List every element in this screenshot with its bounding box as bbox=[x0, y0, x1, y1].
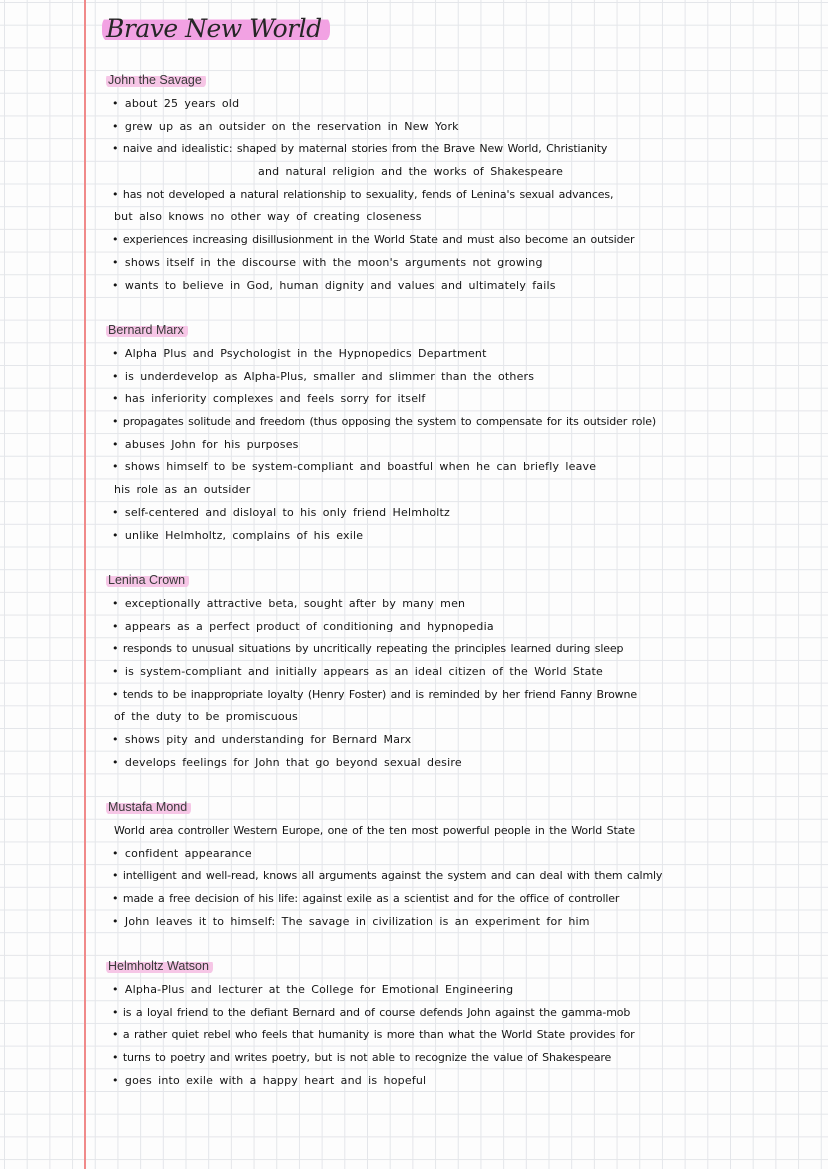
note-line: • appears as a perfect product of conditioning and hypnopedia bbox=[112, 619, 494, 633]
note-line: • about 25 years old bbox=[112, 97, 240, 110]
note-line: • exceptionally attractive beta, sought after by many men bbox=[112, 597, 466, 610]
note-line: • made a free decision of his life: against exile as a scientist and for the office of controller bbox=[112, 892, 620, 906]
note-line: • has not developed a natural relationship to sexuality, fends of Lenina's sexual advances, bbox=[112, 187, 614, 201]
note-line: • goes into exile with a happy heart and is hopeful bbox=[112, 1073, 427, 1087]
section-helmholtz-watson bbox=[106, 957, 822, 1092]
note-line: • grew up as an outsider on the reservation in New York bbox=[112, 119, 459, 133]
note-line: • is a loyal friend to the defiant Bernard and of course defends John against the gamma-mob bbox=[112, 1005, 631, 1019]
note-line: and natural religion and the works of Shakespeare bbox=[258, 165, 564, 179]
note-line: • has inferiority complexes and feels sorry for itself bbox=[112, 392, 426, 406]
margin-line bbox=[84, 0, 86, 1169]
note-line: his role as an outsider bbox=[114, 483, 251, 497]
note-line: • a rather quiet rebel who feels that humanity is more than what the World State provides for bbox=[112, 1028, 635, 1042]
note-line: • naive and idealistic: shaped by maternal stories from the Brave New World, Christianity bbox=[112, 142, 608, 156]
note-line: • responds to unusual situations by uncritically repeating the principles learned during sleep bbox=[112, 642, 624, 656]
note-line: World area controller Western Europe, one of the ten most powerful people in the World State bbox=[114, 824, 636, 837]
section-lenina-crown bbox=[106, 571, 822, 775]
section-heading: Helmholtz Watson bbox=[106, 959, 213, 974]
page-title: Brave New World bbox=[102, 14, 330, 44]
section-bernard-marx bbox=[106, 321, 822, 547]
note-line: • wants to believe in God, human dignity and values and ultimately fails bbox=[112, 278, 556, 292]
note-line: • propagates solitude and freedom (thus opposing the system to compensate for its outsider role) bbox=[112, 415, 657, 429]
note-line: • shows himself to be system-compliant and boastful when he can briefly leave bbox=[112, 460, 597, 474]
note-line: but also knows no other way of creating closeness bbox=[114, 210, 422, 224]
note-line: • abuses John for his purposes bbox=[112, 437, 299, 451]
section-john-the-savage bbox=[106, 71, 822, 297]
note-line: • shows pity and understanding for Bernard Marx bbox=[112, 733, 412, 747]
note-line: • self-centered and disloyal to his only friend Helmholtz bbox=[112, 505, 451, 519]
note-line: • confident appearance bbox=[112, 846, 252, 860]
note-line: • intelligent and well-read, knows all arguments against the system and can deal with them calmly bbox=[112, 869, 663, 883]
note-line: • experiences increasing disillusionment in the World State and must also become an outsider bbox=[112, 233, 635, 247]
note-line: • is underdevelop as Alpha-Plus, smaller and slimmer than the others bbox=[112, 369, 535, 383]
section-heading: Lenina Crown bbox=[106, 573, 189, 588]
title-block bbox=[102, 14, 330, 44]
note-line: • tends to be inappropriate loyalty (Henry Foster) and is reminded by her friend Fanny Browne bbox=[112, 687, 637, 701]
section-mustafa-mond bbox=[106, 798, 822, 933]
section-heading: John the Savage bbox=[106, 73, 206, 88]
note-line: • develops feelings for John that go beyond sexual desire bbox=[112, 755, 462, 769]
note-line: • turns to poetry and writes poetry, but is not able to recognize the value of Shakespeare bbox=[112, 1051, 612, 1065]
note-line: • Alpha Plus and Psychologist in the Hypnopedics Department bbox=[112, 347, 487, 360]
note-line: of the duty to be promiscuous bbox=[114, 710, 298, 724]
note-line: • is system-compliant and initially appears as an ideal citizen of the World State bbox=[112, 665, 604, 679]
note-line: • shows itself in the discourse with the moon's arguments not growing bbox=[112, 255, 543, 269]
note-line: • John leaves it to himself: The savage in civilization is an experiment for him bbox=[112, 914, 590, 928]
note-line: • unlike Helmholtz, complains of his exile bbox=[112, 528, 364, 542]
note-line: • Alpha-Plus and lecturer at the College for Emotional Engineering bbox=[112, 983, 514, 996]
section-heading: Mustafa Mond bbox=[106, 800, 191, 815]
section-heading: Bernard Marx bbox=[106, 323, 188, 338]
